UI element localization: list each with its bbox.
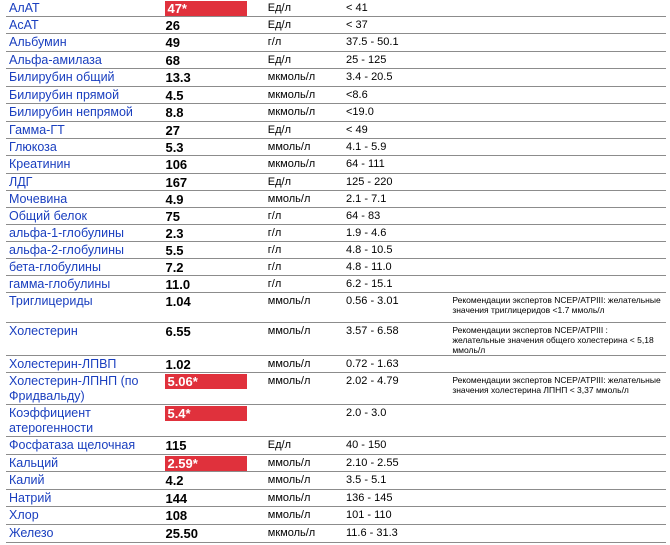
table-row: [6, 191, 666, 208]
result-value: 106: [165, 157, 188, 172]
table-row: [6, 490, 666, 507]
table-row: [6, 507, 666, 525]
result-value-cell: [162, 242, 264, 259]
reference-range: 11.6 - 31.3: [343, 525, 449, 543]
result-value-flagged: 5.4*: [165, 406, 247, 421]
reference-range: < 41: [343, 0, 449, 17]
recommendation-note: [449, 405, 666, 437]
reference-range: 136 - 145: [343, 490, 449, 507]
unit: Ед/л: [265, 0, 343, 17]
table-row: [6, 122, 666, 139]
unit: ммоль/л: [265, 139, 343, 156]
recommendation-note: [449, 259, 666, 276]
reference-range: 2.1 - 7.1: [343, 191, 449, 208]
result-value-cell: [162, 52, 264, 69]
reference-range: 64 - 83: [343, 208, 449, 225]
result-value-cell: [162, 208, 264, 225]
test-name: Натрий: [6, 490, 162, 507]
result-value: 1.04: [165, 294, 191, 309]
reference-range: 64 - 111: [343, 156, 449, 174]
table-row: [6, 139, 666, 156]
reference-range: 101 - 110: [343, 507, 449, 525]
recommendation-note: [449, 69, 666, 87]
unit: Ед/л: [265, 52, 343, 69]
result-value: 13.3: [165, 70, 191, 85]
unit: мкмоль/л: [265, 87, 343, 104]
reference-range: 6.2 - 15.1: [343, 276, 449, 293]
test-name: Общий белок: [6, 208, 162, 225]
result-value-cell: [162, 525, 264, 543]
result-value-cell: [162, 139, 264, 156]
reference-range: 3.4 - 20.5: [343, 69, 449, 87]
test-name: Железо: [6, 525, 162, 543]
recommendation-note: [449, 276, 666, 293]
reference-range: 37.5 - 50.1: [343, 34, 449, 52]
unit: мкмоль/л: [265, 525, 343, 543]
result-value-cell: [162, 323, 264, 356]
test-name: Билирубин общий: [6, 69, 162, 87]
unit: ммоль/л: [265, 490, 343, 507]
result-value-cell: [162, 405, 264, 437]
lab-results-table: [6, 0, 666, 543]
result-value: 167: [165, 175, 188, 190]
result-value: 144: [165, 491, 188, 506]
result-value-flagged: 47*: [165, 1, 247, 16]
table-row: [6, 225, 666, 242]
unit: ммоль/л: [265, 472, 343, 490]
result-value-cell: [162, 174, 264, 191]
unit: г/л: [265, 276, 343, 293]
table-row: [6, 405, 666, 437]
reference-range: < 37: [343, 17, 449, 34]
table-row: [6, 455, 666, 472]
unit: ммоль/л: [265, 191, 343, 208]
unit: Ед/л: [265, 122, 343, 139]
unit: г/л: [265, 225, 343, 242]
test-name: Калий: [6, 472, 162, 490]
recommendation-note: [449, 490, 666, 507]
reference-range: 2.02 - 4.79: [343, 373, 449, 405]
unit: мкмоль/л: [265, 156, 343, 174]
test-name: Гамма-ГТ: [6, 122, 162, 139]
reference-range: 2.0 - 3.0: [343, 405, 449, 437]
unit: [265, 405, 343, 437]
table-row: [6, 373, 666, 405]
result-value: 4.9: [165, 192, 184, 207]
recommendation-note: Рекомендации экспертов NCEP/ATPIII: желательные значения холестерина ЛПНП < 3,37 ммоль/л: [449, 373, 666, 405]
test-name: Коэффициент атерогенности: [6, 405, 162, 437]
result-value: 49: [165, 35, 180, 50]
table-row: [6, 156, 666, 174]
unit: г/л: [265, 259, 343, 276]
test-name: Мочевина: [6, 191, 162, 208]
result-value-cell: [162, 17, 264, 34]
reference-range: < 49: [343, 122, 449, 139]
table-row: [6, 437, 666, 455]
result-value-cell: [162, 191, 264, 208]
result-value-cell: [162, 156, 264, 174]
result-value-cell: [162, 490, 264, 507]
result-value-cell: [162, 373, 264, 405]
result-value-cell: [162, 259, 264, 276]
recommendation-note: [449, 507, 666, 525]
result-value-flagged: 5.06*: [165, 374, 247, 389]
table-row: [6, 259, 666, 276]
result-value: 115: [165, 438, 187, 453]
table-row: [6, 242, 666, 259]
table-row: [6, 104, 666, 122]
test-name: альфа-1-глобулины: [6, 225, 162, 242]
result-value: 6.55: [165, 324, 191, 339]
unit: ммоль/л: [265, 323, 343, 356]
recommendation-note: [449, 52, 666, 69]
test-name: Холестерин: [6, 323, 162, 356]
lab-results-body: [6, 0, 666, 543]
test-name: Фосфатаза щелочная: [6, 437, 162, 455]
unit: ммоль/л: [265, 356, 343, 373]
test-name: Альфа-амилаза: [6, 52, 162, 69]
result-value-cell: [162, 356, 264, 373]
result-value: 2.3: [165, 226, 184, 241]
result-value: 8.8: [165, 105, 184, 120]
result-value-cell: [162, 34, 264, 52]
result-value-cell: [162, 276, 264, 293]
result-value: 5.3: [165, 140, 184, 155]
unit: Ед/л: [265, 437, 343, 455]
test-name: бета-глобулины: [6, 259, 162, 276]
result-value: 1.02: [165, 357, 191, 372]
reference-range: 3.57 - 6.58: [343, 323, 449, 356]
result-value: 25.50: [165, 526, 199, 541]
recommendation-note: [449, 0, 666, 17]
recommendation-note: [449, 242, 666, 259]
result-value-cell: [162, 437, 264, 455]
recommendation-note: [449, 208, 666, 225]
result-value: 108: [165, 508, 188, 523]
result-value-cell: [162, 507, 264, 525]
recommendation-note: [449, 34, 666, 52]
unit: ммоль/л: [265, 373, 343, 405]
reference-range: <19.0: [343, 104, 449, 122]
recommendation-note: [449, 156, 666, 174]
reference-range: 25 - 125: [343, 52, 449, 69]
recommendation-note: [449, 455, 666, 472]
unit: Ед/л: [265, 17, 343, 34]
unit: г/л: [265, 208, 343, 225]
recommendation-note: [449, 225, 666, 242]
result-value: 7.2: [165, 260, 184, 275]
result-value: 27: [165, 123, 180, 138]
reference-range: 3.5 - 5.1: [343, 472, 449, 490]
result-value-cell: [162, 472, 264, 490]
recommendation-note: [449, 356, 666, 373]
recommendation-note: [449, 437, 666, 455]
test-name: альфа-2-глобулины: [6, 242, 162, 259]
result-value-cell: [162, 122, 264, 139]
table-row: [6, 356, 666, 373]
result-value-cell: [162, 293, 264, 323]
recommendation-note: [449, 139, 666, 156]
recommendation-note: [449, 191, 666, 208]
reference-range: 0.72 - 1.63: [343, 356, 449, 373]
result-value-cell: [162, 69, 264, 87]
reference-range: 4.8 - 11.0: [343, 259, 449, 276]
result-value: 75: [165, 209, 180, 224]
test-name: Хлор: [6, 507, 162, 525]
test-name: Глюкоза: [6, 139, 162, 156]
result-value: 4.5: [165, 88, 184, 103]
reference-range: 1.9 - 4.6: [343, 225, 449, 242]
reference-range: 4.8 - 10.5: [343, 242, 449, 259]
reference-range: 40 - 150: [343, 437, 449, 455]
table-row: [6, 87, 666, 104]
result-value-flagged: 2.59*: [165, 456, 247, 471]
test-name: АлАТ: [6, 0, 162, 17]
table-row: [6, 293, 666, 323]
table-row: [6, 52, 666, 69]
table-row: [6, 323, 666, 356]
table-row: [6, 276, 666, 293]
test-name: Альбумин: [6, 34, 162, 52]
recommendation-note: [449, 174, 666, 191]
reference-range: 2.10 - 2.55: [343, 455, 449, 472]
table-row: [6, 472, 666, 490]
table-row: [6, 174, 666, 191]
result-value: 68: [165, 53, 180, 68]
recommendation-note: [449, 104, 666, 122]
recommendation-note: Рекомендации экспертов NCEP/ATPIII : желательные значения общего холестерина < 5,18 ммоль/л: [449, 323, 666, 356]
test-name: ЛДГ: [6, 174, 162, 191]
table-row: [6, 17, 666, 34]
table-row: [6, 34, 666, 52]
result-value: 11.0: [165, 277, 191, 292]
table-row: [6, 208, 666, 225]
test-name: Кальций: [6, 455, 162, 472]
recommendation-note: [449, 472, 666, 490]
result-value: 4.2: [165, 473, 184, 488]
test-name: АсАТ: [6, 17, 162, 34]
result-value-cell: [162, 455, 264, 472]
unit: мкмоль/л: [265, 104, 343, 122]
recommendation-note: [449, 87, 666, 104]
unit: ммоль/л: [265, 455, 343, 472]
test-name: Холестерин-ЛПВП: [6, 356, 162, 373]
test-name: Креатинин: [6, 156, 162, 174]
table-row: [6, 0, 666, 17]
result-value-cell: [162, 104, 264, 122]
recommendation-note: Рекомендации экспертов NCEP/ATPIII: желательные значения триглицеридов <1.7 ммоль/л: [449, 293, 666, 323]
unit: г/л: [265, 34, 343, 52]
result-value-cell: [162, 0, 264, 17]
unit: ммоль/л: [265, 507, 343, 525]
unit: мкмоль/л: [265, 69, 343, 87]
unit: ммоль/л: [265, 293, 343, 323]
unit: г/л: [265, 242, 343, 259]
reference-range: <8.6: [343, 87, 449, 104]
unit: Ед/л: [265, 174, 343, 191]
table-row: [6, 525, 666, 543]
test-name: гамма-глобулины: [6, 276, 162, 293]
result-value-cell: [162, 87, 264, 104]
result-value: 26: [165, 18, 180, 33]
reference-range: 125 - 220: [343, 174, 449, 191]
test-name: Билирубин непрямой: [6, 104, 162, 122]
reference-range: 4.1 - 5.9: [343, 139, 449, 156]
recommendation-note: [449, 17, 666, 34]
reference-range: 0.56 - 3.01: [343, 293, 449, 323]
table-row: [6, 69, 666, 87]
result-value-cell: [162, 225, 264, 242]
recommendation-note: [449, 122, 666, 139]
recommendation-note: [449, 525, 666, 543]
test-name: Билирубин прямой: [6, 87, 162, 104]
result-value: 5.5: [165, 243, 184, 258]
test-name: Триглицериды: [6, 293, 162, 323]
test-name: Холестерин-ЛПНП (по Фридвальду): [6, 373, 162, 405]
